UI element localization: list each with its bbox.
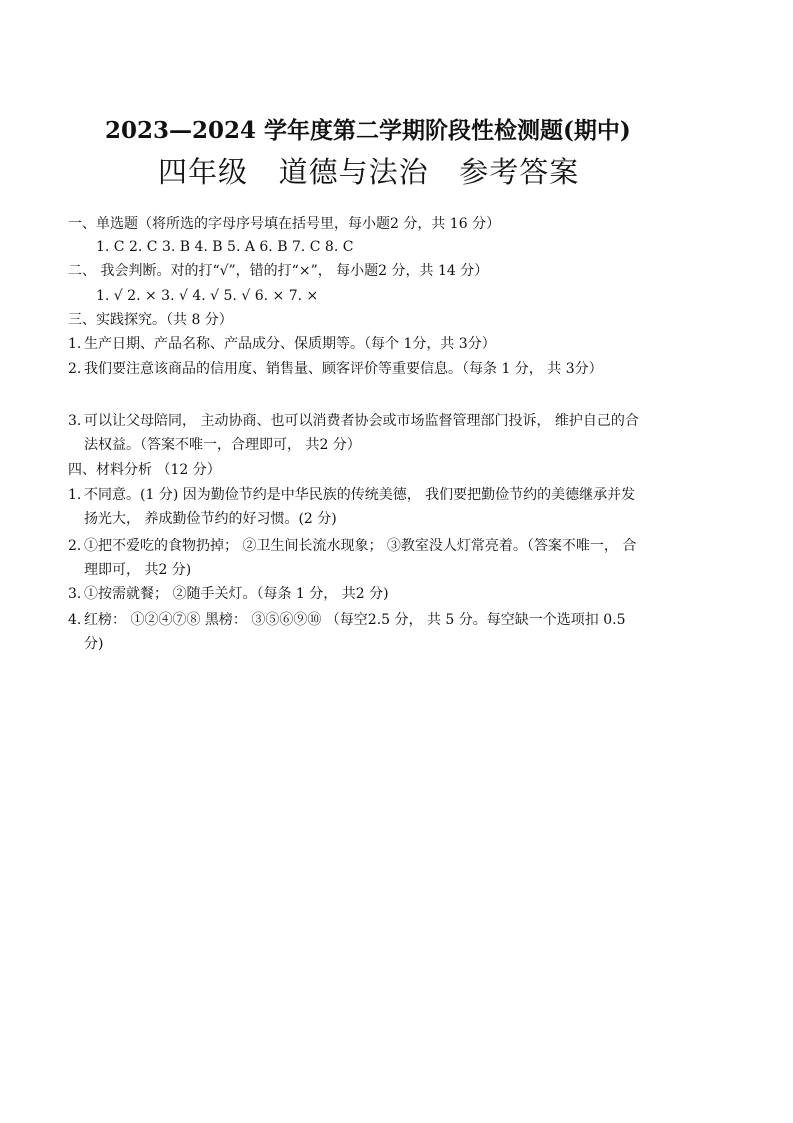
section-heading-1: 一、单选题（将所选的字母序号填在括号里，每小题2 分，共 16 分） (68, 216, 501, 232)
list-item (68, 608, 648, 656)
list-item (68, 357, 648, 381)
item-text: 红榜： ①②④⑦⑧ 黑榜： ③⑤⑥⑨⑩ （每空2.5 分， 共 5 分。每空缺一个选项扣 0.5 分) (84, 612, 626, 652)
section-answers-2: 1. √ 2. × 3. √ 4. √ 5. √ 6. × 7. × (96, 288, 319, 304)
list-item (68, 483, 648, 531)
item-text: 不同意。(1 分) 因为勤俭节约是中华民族的传统美德， 我们要把勤俭节约的美德继承并发扬光大， 养成勤俭节约的好习惯。(2 分) (84, 487, 636, 527)
section-heading-2: 二、 我会判断。对的打“√”，错的打“×”， 每小题2 分，共 14 分） (68, 263, 489, 279)
document-subtitle: 四年级 道德与法治 参考答案 (158, 155, 580, 189)
item-number: 3. (68, 413, 82, 429)
item-number: 1. (68, 487, 82, 503)
list-item (68, 332, 648, 356)
item-text: 生产日期、产品名称、产品成分、保质期等。（每个 1分，共 3分） (84, 336, 496, 352)
section-heading-4: 四、材料分析 （12 分） (68, 462, 221, 478)
list-item (68, 534, 648, 582)
item-number: 2. (68, 361, 82, 377)
item-number: 2. (68, 538, 82, 554)
list-item (68, 409, 648, 457)
document-title: 2023—2024 学年度第二学期阶段性检测题(期中) (105, 117, 631, 144)
item-number: 4. (68, 612, 82, 628)
list-item (68, 582, 648, 606)
section-answers-1: 1. C 2. C 3. B 4. B 5. A 6. B 7. C 8. C (96, 239, 354, 255)
item-number: 1. (68, 336, 82, 352)
item-text: ①按需就餐； ②随手关灯。（每条 1 分， 共2 分) (84, 586, 389, 602)
item-text: 可以让父母陪同， 主动协商、也可以消费者协会或市场监督管理部门投诉， 维护自己的合法权益。（答案不唯一，合理即可， 共2 分） (84, 413, 639, 453)
item-text: ①把不爱吃的食物扔掉； ②卫生间长流水现象； ③教室没人灯常亮着。（答案不唯一， 合理即可， 共2 分) (84, 538, 637, 578)
item-number: 3. (68, 586, 82, 602)
section-heading-3: 三、实践探究。（共 8 分） (68, 312, 233, 328)
item-text: 我们要注意该商品的信用度、销售量、顾客评价等重要信息。（每条 1 分， 共 3分） (84, 361, 603, 377)
